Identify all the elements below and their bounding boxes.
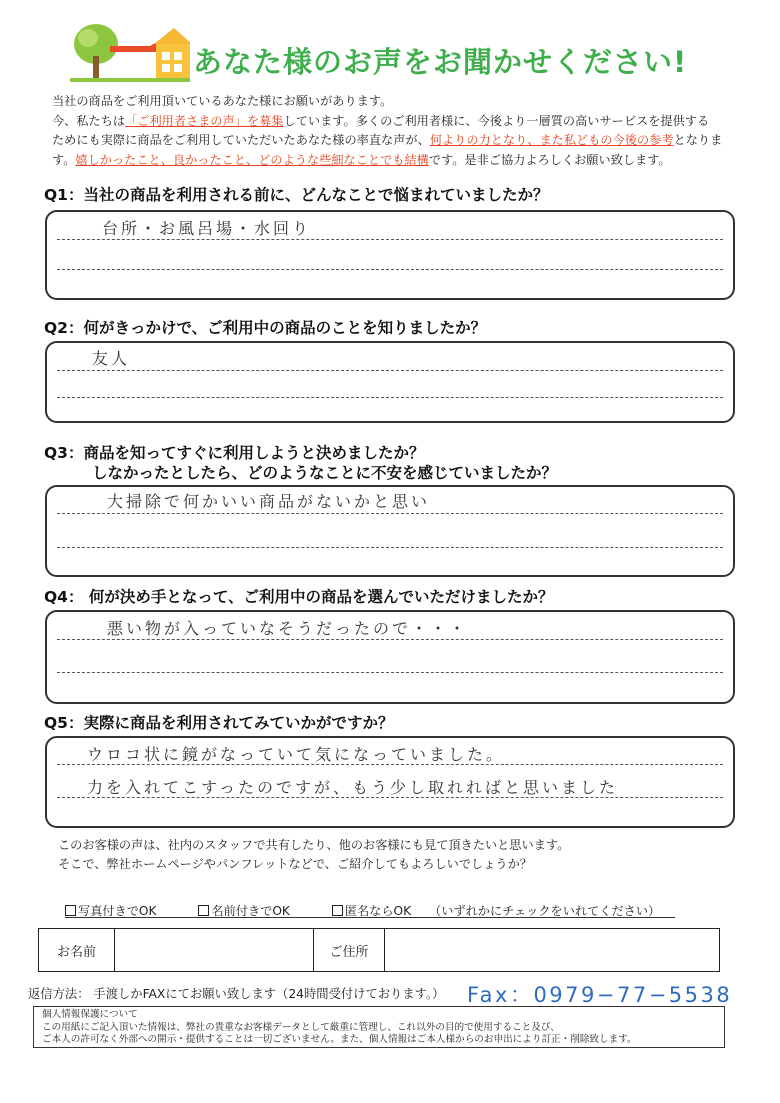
question-3-label-2: しなかったとしたら、どのようなことに不安を感じていましたか？ <box>92 464 558 482</box>
name-field[interactable] <box>115 929 314 971</box>
intro-line-1: 当社の商品をご利用頂いているあなた様にお願いがあります。 <box>52 94 393 108</box>
contact-table <box>38 928 720 972</box>
checkbox-anon-ok[interactable]: 匿名ならOK <box>332 902 411 919</box>
intro-line-2: 今、私たちは「ご利用者さまの声」を募集しています。多くのご利用者様に、今後より一層質の高いサービスを提供する <box>52 113 710 128</box>
consent-line-2: そこで、弊社ホームページやパンフレットなどで、ご紹介してもよろしいでしょうか？ <box>58 857 532 871</box>
question-3-label: Q3：商品を知ってすぐに利用しようと決めましたか？ <box>44 444 425 462</box>
checkbox-photo-ok[interactable]: 写真付きでOK <box>65 902 157 919</box>
checkbox-icon[interactable] <box>198 905 209 916</box>
intro-line-3: ためにも実際に商品をご利用していただいたあなた様の率直な声が、何よりの力となり、また私どもの今後の参考となりま <box>52 133 723 147</box>
fax-number: Fax：0979−77−5538 <box>467 983 733 1007</box>
address-label: ご住所 <box>314 929 385 971</box>
divider <box>65 917 675 918</box>
answer-box-2[interactable] <box>45 341 735 423</box>
answer-2-text: 友人 <box>92 349 131 368</box>
privacy-line-1: この用紙にご記入頂いた情報は、弊社の貴重なお客様データとして厳重に管理し、これ以外の目的で使用すること及び、 <box>42 1021 560 1033</box>
answer-box-1[interactable] <box>45 210 735 300</box>
question-5-label: Q5：実際に商品を利用されてみていかがですか？ <box>44 714 394 732</box>
answer-1-text: 台所・お風呂場・水回り <box>102 219 312 238</box>
privacy-line-2: ご本人の許可なく外部への開示・提供することは一切ございません。また、個人情報はご本人様からのお申出により訂正・削除致します。 <box>42 1034 637 1045</box>
answer-4-text: 悪い物が入っていなそうだったので・・・ <box>107 619 469 638</box>
answer-3-text: 大掃除で何かいい商品がないかと思い <box>107 492 431 511</box>
privacy-notice <box>33 1006 725 1048</box>
name-label: お名前 <box>39 929 115 971</box>
house-tree-logo <box>70 22 190 84</box>
intro-line-4: す。嬉しかったこと、良かったこと、どのような些細なことでも結構です。是非ご協力よろしくお願い致します。 <box>52 152 671 167</box>
page-title: あなた様のお声をお聞かせください! <box>193 45 688 79</box>
consent-text <box>58 836 569 874</box>
question-2-label: Q2：何がきっかけで、ご利用中の商品のことを知りましたか？ <box>44 319 487 337</box>
checkbox-icon[interactable] <box>332 905 343 916</box>
question-4-label: Q4： 何が決め手となって、ご利用中の商品を選んでいただけましたか？ <box>44 588 554 606</box>
reply-method: 返信方法： 手渡しかFAXにてお願い致します（24時間受付けております。） <box>28 987 445 1001</box>
checkbox-note: （いずれかにチェックをいれてください） <box>429 904 661 918</box>
address-field[interactable] <box>385 929 719 971</box>
checkbox-icon[interactable] <box>65 905 76 916</box>
consent-line-1: このお客様の声は、社内のスタッフで共有したり、他のお客様にも見て頂きたいと思います。 <box>58 838 570 852</box>
answer-box-3[interactable] <box>45 485 735 577</box>
intro-text <box>52 92 752 170</box>
answer-box-4[interactable] <box>45 610 735 704</box>
checkbox-name-ok[interactable]: 名前付きでOK <box>198 902 290 919</box>
answer-5-text-1: ウロコ状に鏡がなっていて気になっていました。 <box>87 745 506 764</box>
privacy-title: 個人情報保護について <box>42 1009 138 1020</box>
answer-box-5[interactable] <box>45 736 735 828</box>
question-1-label: Q1：当社の商品を利用される前に、どんなことで悩まれていましたか？ <box>44 186 549 204</box>
answer-5-text-2: 力を入れてこすったのですが、もう少し取れればと思いました <box>87 778 619 797</box>
